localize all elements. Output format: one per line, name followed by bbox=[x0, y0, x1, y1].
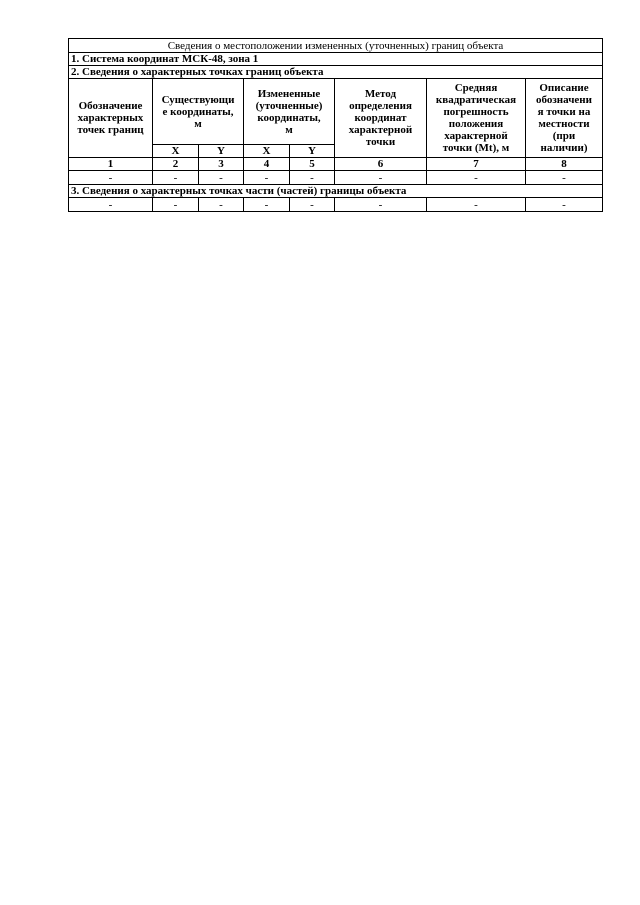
table-cell: - bbox=[199, 171, 244, 185]
table-cell: - bbox=[335, 171, 427, 185]
table-cell: - bbox=[335, 198, 427, 212]
section-coordinate-system: 1. Система координат МСК-48, зона 1 bbox=[69, 53, 603, 66]
table-row bbox=[69, 198, 603, 212]
header-changed-coordinates: Измененные (уточненные) координаты, м bbox=[244, 79, 335, 145]
section-boundary-points: 2. Сведения о характерных точках границ объекта bbox=[69, 66, 603, 79]
table-cell: - bbox=[427, 198, 526, 212]
header-existing-x: X bbox=[153, 145, 199, 158]
table-row bbox=[69, 171, 603, 185]
column-number: 1 bbox=[69, 158, 153, 171]
header-changed-y: Y bbox=[290, 145, 335, 158]
document-title: Сведения о местоположении измененных (уточненных) границ объекта bbox=[69, 39, 603, 53]
table-cell: - bbox=[153, 171, 199, 185]
column-number: 5 bbox=[290, 158, 335, 171]
table-cell: - bbox=[290, 198, 335, 212]
header-method: Метод определения координат характерной точки bbox=[335, 79, 427, 158]
table-cell: - bbox=[526, 171, 603, 185]
table-cell: - bbox=[244, 198, 290, 212]
header-mean-error: Средняя квадратическая погрешность положения характерной точки (Mt), м bbox=[427, 79, 526, 158]
table-cell: - bbox=[153, 198, 199, 212]
section-part-boundary-points: 3. Сведения о характерных точках части (частей) границы объекта bbox=[69, 185, 603, 198]
column-number: 6 bbox=[335, 158, 427, 171]
table-cell: - bbox=[69, 171, 153, 185]
table-cell: - bbox=[290, 171, 335, 185]
table-cell: - bbox=[427, 171, 526, 185]
table-cell: - bbox=[526, 198, 603, 212]
header-changed-x: X bbox=[244, 145, 290, 158]
header-existing-coordinates: Существующи е координаты, м bbox=[153, 79, 244, 145]
table-cell: - bbox=[244, 171, 290, 185]
column-number: 4 bbox=[244, 158, 290, 171]
header-existing-y: Y bbox=[199, 145, 244, 158]
column-number: 7 bbox=[427, 158, 526, 171]
table-cell: - bbox=[199, 198, 244, 212]
boundary-table bbox=[68, 38, 603, 212]
header-point-description: Описание обозначени я точки на местности (при наличии) bbox=[526, 79, 603, 158]
column-number: 2 bbox=[153, 158, 199, 171]
table-cell: - bbox=[69, 198, 153, 212]
header-point-designation: Обозначение характерных точек границ bbox=[69, 79, 153, 158]
column-number: 8 bbox=[526, 158, 603, 171]
column-number: 3 bbox=[199, 158, 244, 171]
column-number-row bbox=[69, 158, 603, 171]
